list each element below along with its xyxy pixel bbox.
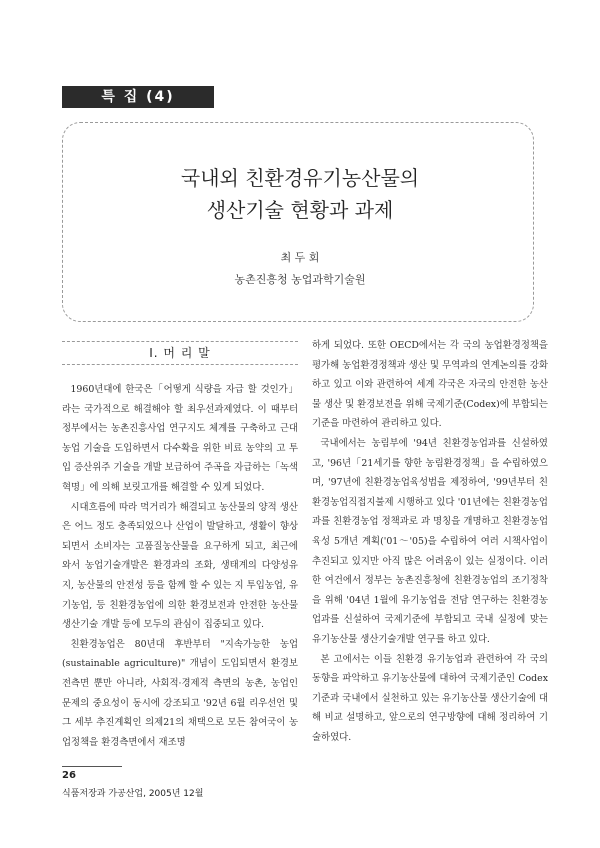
article-title [0,162,600,226]
journal-citation: 식품저장과 가공산업, 2005년 12월 [62,789,204,799]
paragraph: 하게 되었다. 또한 OECD에서는 각 국의 농업환경정책을 평가해 농업환경정책과 생산 및 무역과의 연계논의를 강화하고 있고 이와 관련하여 세계 각국은 자국의 안전한 농산물 생산 및 환경보전을 위해 국제기준(Codex)에 부합되는 기준을 마련하여 관리하고 있다. [312,340,548,430]
paragraph: 국내에서는 농림부에 '94년 친환경농업과를 신설하였고, '96년「21세기를 향한 농림환경정책」을 수립하였으며, '97년에 친환경농업육성법을 제정하여, '99년부터 친환경농업직접지불제 시행하고 있다 '01년에는 친환경농업과를 친환경농업 정책과로 과 명칭을 개명하고 친환경농업육성 5개년 계획('01～'05)을 수립하여 여러 시책사업이 추진되고 있지만 아직 많은 어려움이 있는 실정이다. 이러한 여건에서 정부는 농촌진흥청에 친환경농업의 조기정착을 위해 '04년 1월에 유기농업을 전담 연구하는 친환경농업과를 신설하여 국제기준에 부합되고 국내 실정에 맞는 유기농산물 생산기술개발 연구를 하고 있다. [312,437,548,645]
paragraph: 친환경농업은 80년대 후반부터 "지속가능한 농업(sustainable agriculture)" 개념이 도입되면서 환경보전측면 뿐만 아니라, 사회적·경제적 측면의 농촌, 농업인 문제의 중요성이 동시에 강조되고 '92년 6월 리우선언 및 그 세부 추진계획인 의제21의 채택으로 모든 참여국이 농업정책을 환경측면에서 재조명 [62,638,298,748]
footer-rule [62,766,122,767]
body-column-left [62,380,298,752]
title-line-2: 생산기술 현황과 과제 [206,198,394,222]
author-name: 최 두 회 [280,251,320,264]
paragraph: 본 고에서는 이들 친환경 유기농업과 관련하여 각 국의 동향을 파악하고 유기농산물에 대하여 국제기준인 Codex 기준과 국내에서 실천하고 있는 유기농산물 생산기술에 대해 비교 설명하고, 앞으로의 연구방향에 대해 정리하여 기술하였다. [312,653,548,743]
author-affiliation: 농촌진흥청 농업과학기술원 [234,273,366,286]
page-number: 26 [62,770,76,781]
section-heading: Ⅰ. 머 리 말 [62,341,298,365]
body-column-right [312,336,548,747]
feature-banner: 특 집 (4) [62,86,214,108]
paragraph: 시대흐름에 따라 먹거리가 해결되고 농산물의 양적 생산은 어느 정도 충족되었으나 산업이 발달하고, 생활이 향상되면서 소비자는 고품질농산물을 요구하게 되고, 최근에 와서 농업기술개발은 환경과의 조화, 생태계의 다양성유지, 농산물의 안전성 등을 함께 할 수 있는 지 투입농업, 유기농업, 등 친환경농업에 의한 환경보전과 안전한 농산물 생산기술 개발 등에 모두의 관심이 집중되고 있다. [62,501,298,631]
paragraph: 1960년대에 한국은「어떻게 식량을 자급 할 것인가」라는 국가적으로 해결해야 할 최우선과제였다. 이 때부터 정부에서는 농촌진흥사업 연구지도 체계를 구축하고 근대농업 기술을 도입하면서 다수확을 위한 비료 농약의 고 투입 증산위주 기술을 개발 보급하여 주곡을 자급하는「녹색혁명」에 의해 보릿고개를 해결할 수 있게 되었다. [62,384,298,493]
title-line-1: 국내외 친환경유기농산물의 [180,166,420,190]
